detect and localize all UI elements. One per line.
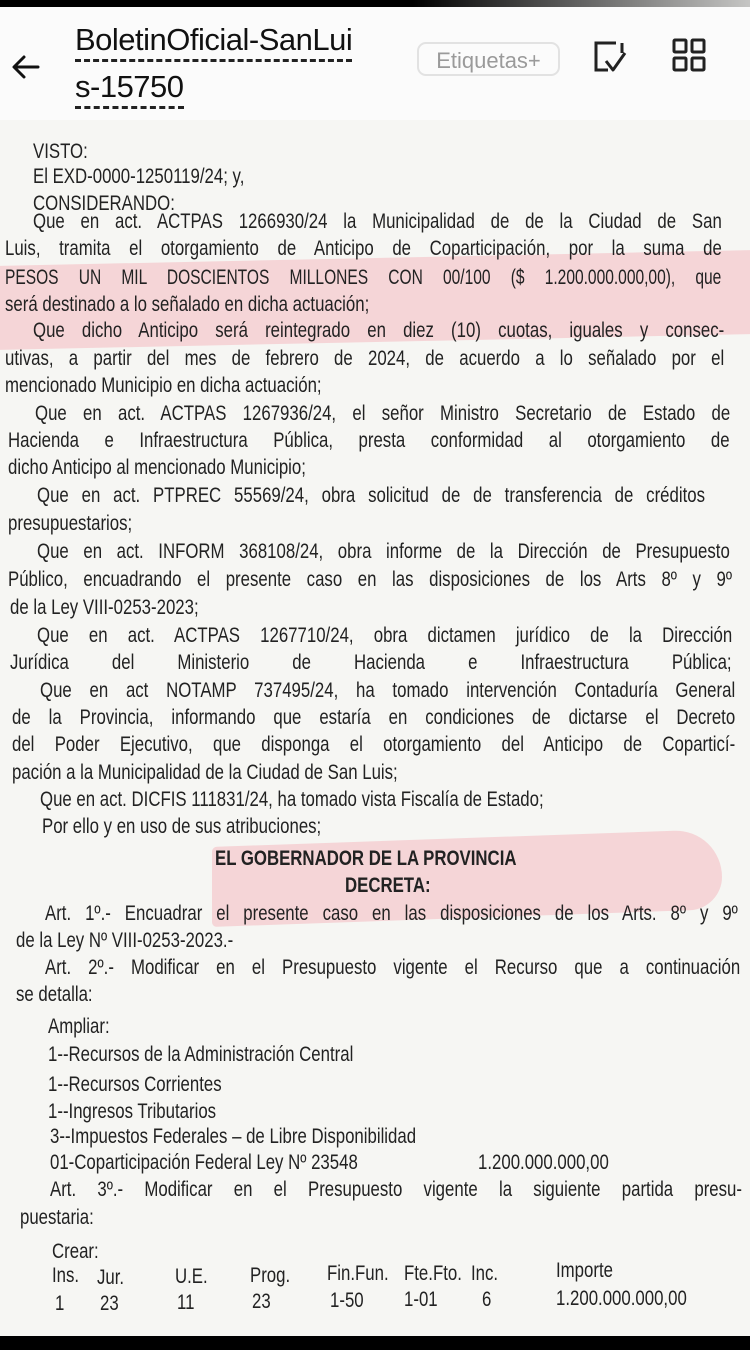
doc-line: Que dicho Anticipo será reintegrado en diez (10) cuotas, iguales y consec- [33,319,725,342]
doc-line: VISTO: [33,140,88,163]
doc-line: Que en act. PTPREC 55569/24, obra solicitud de de transferencia de créditos [37,484,705,507]
doc-line: El EXD-0000-1250119/24; y, [33,165,245,188]
doc-line: Público, encuadrando el presente caso en las disposiciones de los Arts 8º y 9º [8,568,732,591]
table-cell: 23 [100,1292,119,1315]
document-title-line1[interactable]: BoletinOficial-SanLui [75,21,352,62]
doc-line: Que en act. ACTPAS 1266930/24 la Municipalidad de de la Ciudad de San [33,210,722,233]
doc-line: del Poder Ejecutivo, que disponga el otorgamiento del Anticipo de Coparticí- [12,733,736,756]
tags-button[interactable]: Etiquetas+ [417,42,560,76]
doc-line: se detalla: [16,983,93,1006]
table-header: Inc. [471,1262,499,1285]
document-title-line2[interactable]: s-15750 [75,68,184,109]
doc-line: presupuestarios; [8,512,133,535]
table-header: Ins. [52,1264,80,1287]
doc-line: PESOS UN MIL DOSCIENTOS MILLONES CON 00/100 ($ 1.200.000.000,00), que [5,266,722,289]
coparticipacion-amount: 1.200.000.000,00 [478,1151,609,1174]
doc-line: Que en act. ACTPAS 1267710/24, obra dictamen jurídico de la Dirección [37,624,733,647]
doc-line: de la Provincia, informando que estaría en condiciones de dictarse el Decreto [12,706,736,729]
table-cell: 1.200.000.000,00 [556,1287,687,1310]
table-cell: 1 [55,1292,65,1315]
table-header: Importe [556,1259,613,1282]
doc-line: Art. 2º.- Modificar en el Presupuesto vigente el Recurso que a continuación [45,956,741,979]
doc-line: Crear: [52,1240,99,1263]
status-bar [0,0,750,7]
doc-line: Jurídica del Ministerio de Hacienda e Infraestructura Pública; [10,651,732,674]
doc-line: Ampliar: [48,1015,110,1038]
doc-line: Hacienda e Infraestructura Pública, presta conformidad al otorgamiento de [8,429,730,452]
doc-line: de la Ley VIII-0253-2023; [10,596,199,619]
table-cell: 1-50 [330,1289,364,1312]
table-cell: 1-01 [404,1288,438,1311]
doc-line: 3--Impuestos Federales – de Libre Disponibilidad [50,1125,417,1148]
table-cell: 11 [177,1291,195,1314]
check-square-icon[interactable] [592,39,628,80]
doc-line: 1--Recursos de la Administración Central [48,1043,354,1066]
doc-line: 1--Recursos Corrientes [48,1073,222,1096]
doc-line: será destinado a lo señalado en dicha actuación; [5,293,370,316]
decree-heading: EL GOBERNADOR DE LA PROVINCIA [215,847,517,870]
doc-line: Que en act. INFORM 368108/24, obra informe de la Dirección de Presupuesto [37,540,730,563]
doc-line: Que en act NOTAMP 737495/24, ha tomado intervención Contaduría General [40,679,736,702]
grid-icon[interactable] [671,37,707,78]
table-header: Jur. [97,1266,125,1289]
table-header: U.E. [175,1265,208,1288]
doc-line: dicho Anticipo al mencionado Municipio; [8,456,306,479]
table-cell: 6 [482,1288,492,1311]
doc-line: Por ello y en uso de sus atribuciones; [42,815,322,838]
doc-line: 1--Ingresos Tributarios [48,1100,217,1123]
doc-line: puestaria: [20,1206,94,1229]
decree-subheading: DECRETA: [345,874,431,897]
back-arrow-icon[interactable] [10,51,42,83]
doc-line: CONSIDERANDO: [33,192,175,215]
bottom-edge [0,1336,750,1350]
doc-line: utivas, a partir del mes de febrero de 2024, de acuerdo a lo señalado por el [5,347,725,370]
table-header: Prog. [250,1264,291,1287]
doc-line: Luis, tramita el otorgamiento de Anticipo de Coparticipación, por la suma de [5,237,722,260]
doc-line: Que en act. DICFIS 111831/24, ha tomado vista Fiscalía de Estado; [40,788,544,811]
doc-line: de la Ley Nº VIII-0253-2023.- [16,929,234,952]
table-cell: 23 [252,1290,271,1313]
app-header [0,7,750,120]
table-header: Fte.Fto. [404,1262,462,1285]
doc-line: pación a la Municipalidad de la Ciudad de San Luis; [12,761,398,784]
doc-line: Que en act. ACTPAS 1267936/24, el señor Ministro Secretario de Estado de [35,402,731,425]
doc-line: Art. 3º.- Modificar en el Presupuesto vigente la siguiente partida presu- [50,1178,742,1201]
doc-line: Art. 1º.- Encuadrar el presente caso en las disposiciones de los Arts. 8º y 9º [45,902,738,925]
doc-line: mencionado Municipio en dicha actuación; [5,374,322,397]
table-header: Fin.Fun. [327,1262,389,1285]
doc-line: 01-Coparticipación Federal Ley Nº 23548 [50,1151,358,1174]
